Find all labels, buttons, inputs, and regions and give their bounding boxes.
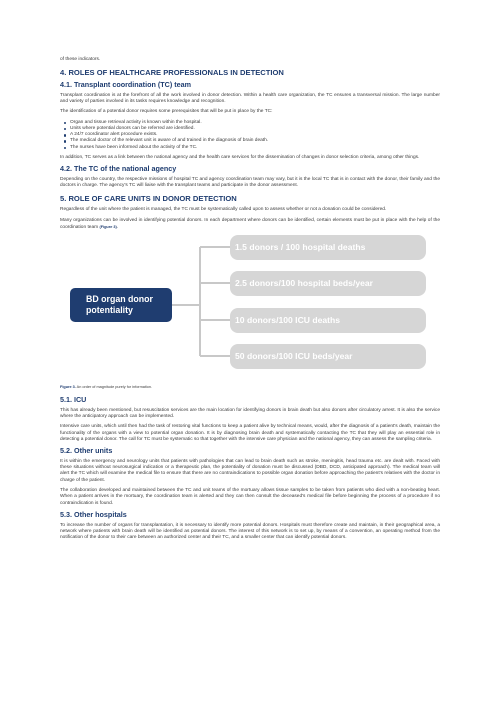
section-5-1-paragraph-1: This has already been mentioned, but resuscitation services are the main location for identifying donors in brain death but also donors after circulatory arrest. It is also the service where the anticipatory approach can be implemented.: [60, 407, 440, 420]
section-5-paragraph-1: Regardless of the unit where the patient is managed, the TC must be systematically called upon to assess whether or not a donation could be considered.: [60, 207, 387, 213]
intro-text: of these indicators.: [60, 57, 101, 62]
section-5-2-heading: 5.2. Other units: [60, 446, 113, 456]
section-4-1-paragraph-1: Transplant coordination is at the forefront of all the work involved in donor detection. Within a health care organization, the TC ensures a transversal mission. The large number and variety of parties involved in its tasks requires knowledge and recognition.: [60, 92, 440, 105]
diagram-item: 2.5 donors/100 hospital beds/year: [230, 271, 426, 296]
list-item: Organ and tissue retrieval activity is known within the hospital.: [70, 120, 440, 126]
figure-caption: [60, 385, 440, 390]
diagram-item: 1.5 donors / 100 hospital deaths: [230, 235, 426, 260]
section-4-2-paragraph-1: Depending on the country, the respective missions of hospital TC and agency coordination team may vary, but it is the local TC that is in contact with the donor, their family and the doctors in charge. The agency's TC will liaise with the transplant teams and participate in the donor assessment.: [60, 176, 440, 188]
figure-caption-label: Figure 3.: [60, 385, 76, 390]
prerequisites-list: [60, 120, 440, 151]
list-item: Units where potential donors can be referred are identified.: [70, 126, 440, 132]
section-4-1-paragraph-2: The identification of a potential donor requires some prerequisites that will be put in place by the TC:: [60, 109, 273, 115]
donor-potentiality-diagram: [60, 235, 440, 381]
section-4-1-paragraph-3: In addition, TC serves as a link between the national agency and the health care services for the dissemination of changes in donor selection criteria, among other things.: [60, 154, 420, 160]
figure-reference-link[interactable]: (Figure 3): [99, 224, 117, 229]
section-5-1-paragraph-2: Intensive care units, which until then had the task of restoring vital functions to keep a patient alive by technical means, would, after the diagnosis of a patient's death, maintain the functionality of the organs with a view to potential organ donation. It is by diagnosing brain death and systematically contacting the TC that they will play an essential role in detecting a potential donor. The call for TC must be systematic so that together with the intensive care physician and the national agency, they can assess the sampling criteria.: [60, 424, 440, 442]
section-5-3-heading: 5.3. Other hospitals: [60, 509, 127, 519]
section-5-2-paragraph-1: It is within the emergency and neurology units that patients with pathologies that can lead to brain death such as stroke, meningitis, head trauma etc. are dealt with. Faced with these situations without neurosurgical indication or a therapeutic plan, the potentiality of donation must be discussed (DBD, DCD, anticipated approach). The medical team will alert the TC which will examine the medical file to ensure that there are no contraindications to possible organ donation before approaching the patient's relatives with the doctor in charge of the patient.: [60, 458, 440, 483]
section-5-paragraph-2-text: Many organizations can be involved in identifying potential donors. In each department where donors can be identified, certain elements must be put in place with the help of the coordination team: [60, 217, 440, 230]
list-item: The nurses have been informed about the activity of the TC.: [70, 145, 440, 151]
figure-caption-text: An order of magnitude purely for information.: [75, 385, 153, 390]
diagram-item: 10 donors/100 ICU deaths: [230, 308, 426, 333]
section-5-paragraph-2: [60, 218, 440, 232]
diagram-center-node: BD organ donor potentiality: [70, 288, 172, 322]
list-item: A 24/7 coordinator alert procedure exists.: [70, 132, 440, 138]
section-5-3-paragraph-1: To increase the number of organs for transplantation, it is necessary to identify more potential donors. Hospitals must therefore create and maintain, in their geographical area, a network where patients with brain death will be identified as potential donors. The interest of this network is to set up, by means of a convention, an operating method from the notification of the donor to their care between an authorized center and their TC, and a smaller center that can identify potential donors.: [60, 522, 440, 541]
section-5-1-heading: 5.1. ICU: [60, 395, 87, 405]
section-5-2-paragraph-2: The collaboration developed and maintained between the TC and unit teams of the mortuary allows tissue samples to be taken from patients who died with a non-beating heart. When a patient arrives in the mortuary, the coordination team is alerted and they can then consult the deceased's medical file before beginning the process of a procedure if no contraindication is found.: [60, 488, 440, 506]
section-4-1-heading: 4.1. Transplant coordination (TC) team: [60, 80, 191, 90]
page-content: [60, 57, 440, 545]
section-4-heading: 4. ROLES OF HEALTHCARE PROFESSIONALS IN DETECTION: [60, 68, 284, 78]
diagram-item: 50 donors/100 ICU beds/year: [230, 344, 426, 369]
section-4-2-heading: 4.2. The TC of the national agency: [60, 164, 177, 174]
list-item: The medical doctor of the relevant unit is aware of and trained in the diagnosis of brain death.: [70, 138, 440, 144]
section-5-paragraph-2-end: .: [116, 224, 119, 230]
section-5-heading: 5. ROLE OF CARE UNITS IN DONOR DETECTION: [60, 194, 237, 204]
